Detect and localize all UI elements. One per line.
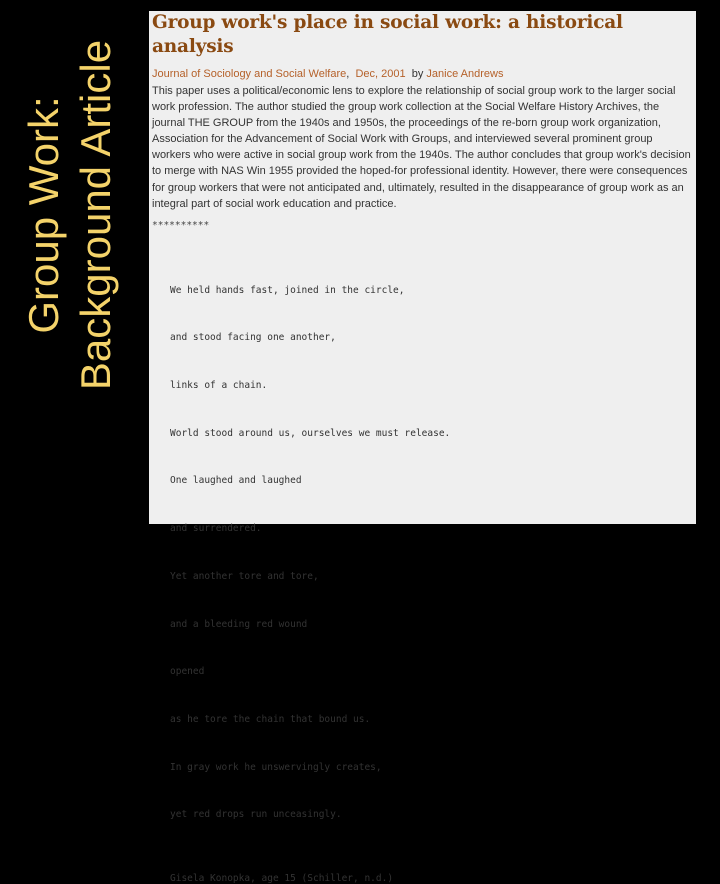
author-link[interactable]: Janice Andrews	[426, 68, 504, 80]
poem-line: In gray work he unswervingly creates,	[170, 761, 382, 773]
poem-line: One laughed and laughed	[170, 475, 302, 487]
article-panel	[149, 11, 696, 884]
poem-line: opened	[170, 666, 205, 678]
poem-line: yet red drops run unceasingly.	[170, 809, 342, 821]
poem-line: as he tore the chain that bound us.	[170, 714, 371, 726]
slide-title-line-1: Group Work:	[20, 96, 67, 334]
meta-separator: ,	[346, 68, 350, 80]
slide-title-line-2: Background Article	[72, 39, 119, 391]
slide-title	[18, 0, 138, 430]
poem	[170, 251, 692, 855]
poem-attribution: Gisela Konopka, age 15 (Schiller, n.d.)	[170, 873, 394, 884]
date-link[interactable]: Dec, 2001	[355, 68, 406, 80]
poem-line: Yet another tore and tore,	[170, 570, 319, 582]
poem-line: We held hands fast, joined in the circle,	[170, 284, 405, 296]
poem-line: and stood facing one another,	[170, 332, 336, 344]
poem-line: World stood around us, ourselves we must release.	[170, 427, 451, 439]
section-divider: **********	[152, 219, 210, 231]
journal-link[interactable]: Journal of Sociology and Social Welfare	[152, 68, 347, 80]
article-abstract: This paper uses a political/economic lens to explore the relationship of social group work to the larger social work profession. The author studied the group work collection at the Social Welfare History Archives, the journal THE GROUP from the 1940s and 1950s, the proceedings of the re-born group work organization, Association for the Advancement of Social Work with Groups, and interviewed several prominent group workers who were active in social group work from the 1940s. The author concludes that group work's decision to merge with NAS Win 1955 provided the hoped-for professional identity. However, there were consequences for group workers that were not anticipated and, ultimately, resulted in the disappearance of group work as an integral part of social work education and practice.	[152, 85, 691, 210]
article-title: Group work's place in social work: a historical analysis	[152, 12, 623, 57]
by-label: by	[411, 68, 424, 80]
poem-line: links of a chain.	[170, 380, 268, 391]
poem-line: and surrendered.	[170, 523, 262, 535]
poem-line: and a bleeding red wound	[170, 618, 308, 630]
article-meta	[152, 67, 692, 81]
